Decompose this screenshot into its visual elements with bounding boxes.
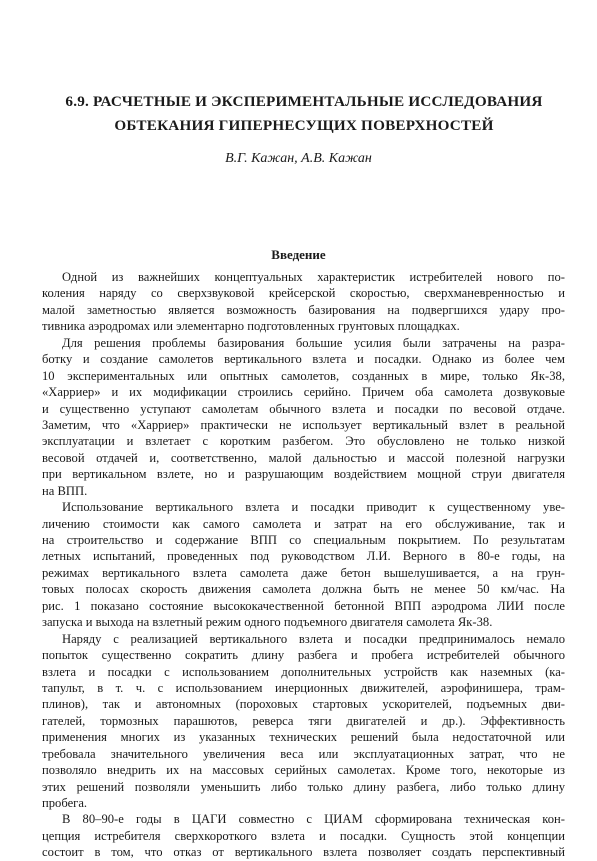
text-line: взлета и посадки с использованием дополнительных устройств как наземных (ка- <box>42 664 565 679</box>
text-line: весовой отдачей и, соответственно, малой дальностью и массой полезной нагрузки <box>42 450 565 465</box>
text-line: ботку и создание самолетов вертикального взлета и посадки. Однако из более чем <box>42 352 565 367</box>
paragraph <box>42 499 565 631</box>
text-line: Для решения проблемы базирования большие усилия были затрачены на разра- <box>62 335 565 350</box>
text-line: гателей, тормозных парашютов, реверса тяги двигателей и др.). Эффективность <box>42 713 565 728</box>
text-line: при вертикальном взлете, но и разрушающим воздействием мощной струи двигателя <box>42 467 565 482</box>
text-line: «Харриер» и их модификации строились серийно. Причем оба самолета дозвуковые <box>42 385 565 400</box>
text-line: Заметим, что «Харриер» практически не использует вертикальный взлет в реальной <box>42 417 565 432</box>
text-line: рис. 1 показано состояние высококачественной бетонной ВПП аэродрома ЛИИ после <box>42 598 565 613</box>
text-line: личению стоимости как самого самолета и затрат на его обслуживание, так и <box>42 516 565 531</box>
text-line: режимах вертикального взлета самолета даже бетон вышелушивается, а на грун- <box>42 565 565 580</box>
text-line: малой заметностью является возможность базирования на подвергшихся удару про- <box>42 302 565 317</box>
text-line: летных испытаний, проведенных под руководством Л.И. Верного в 80-е годы, на <box>42 549 565 564</box>
text-line: Наряду с реализацией вертикального взлета и посадки предпринималось немало <box>62 631 565 646</box>
text-line: требовала значительного увеличения веса или эксплуатационных затрат, что не <box>42 746 565 761</box>
text-line: состоит в том, что отказ от вертикального взлета позволяет создать перспективный <box>42 845 565 860</box>
text-line: применения многих из указанных технических решений была недостаточной или <box>42 730 565 745</box>
section-title: Введение <box>271 247 326 262</box>
body-text <box>42 269 565 861</box>
text-line: Использование вертикального взлета и посадки приводит к существенному уве- <box>62 500 565 515</box>
text-line: запуска и выхода на взлетный режим одного подъемного двигателя самолета Як-38. <box>42 615 493 630</box>
text-line: плинов), так и автономных (пороховых стартовых ускорителей, подъемных дви- <box>42 697 565 712</box>
paragraph <box>42 631 565 812</box>
text-line: на ВПП. <box>42 483 88 498</box>
text-line: коления наряду со сверхзвуковой крейсерской скоростью, сверхманевренностью и <box>42 286 565 301</box>
text-line: позволяло внедрить их на массовых серийных самолетах. Кроме того, некоторые из <box>42 763 565 778</box>
text-line: тивника аэродромах или элементарно подготовленных грунтовых площадках. <box>42 319 460 334</box>
text-line: В 80–90-е годы в ЦАГИ совместно с ЦИАМ сформирована техническая кон- <box>62 812 565 827</box>
text-line: 10 экспериментальных или опытных самолетов, созданных в мире, только Як-38, <box>42 368 565 383</box>
text-line: товых полосах скорость движения самолета должна быть не менее 50 км/час. На <box>42 582 565 597</box>
text-line: цепция истребителя сверхкороткого взлета и посадки. Сущность этой концепции <box>42 828 565 843</box>
paragraph <box>42 269 565 335</box>
text-line: этих решений позволяли уменьшить либо только длину разбега, либо только длину <box>42 779 565 794</box>
text-line: эксплуатации и взлетает с коротким разбегом. Это обусловлено не только низкой <box>42 434 565 449</box>
authors: В.Г. Кажан, А.В. Кажан <box>225 151 372 166</box>
text-line: тапульт, в т. ч. с использованием инерционных движителей, аэрофинишера, трам- <box>42 680 565 695</box>
text-line: на строительство и содержание ВПП со специальным покрытием. По результатам <box>42 533 565 547</box>
text-line: и существенно уступают самолетам обычного взлета и посадки по весовой отдаче. <box>42 401 565 416</box>
text-line: попыток существенно сократить длину разбега и пробега истребителей обычного <box>42 648 565 663</box>
text-line: пробега. <box>42 796 88 810</box>
chapter-title-line-1: 6.9. РАСЧЕТНЫЕ И ЭКСПЕРИМЕНТАЛЬНЫЕ ИССЛЕДОВАНИЯ <box>65 93 543 110</box>
chapter-title-line-2: ОБТЕКАНИЯ ГИПЕРНЕСУЩИХ ПОВЕРХНОСТЕЙ <box>114 117 494 134</box>
text-line: Одной из важнейших концептуальных характеристик истребителей нового по- <box>62 270 565 284</box>
paragraph <box>42 811 565 860</box>
paragraph <box>42 335 565 499</box>
